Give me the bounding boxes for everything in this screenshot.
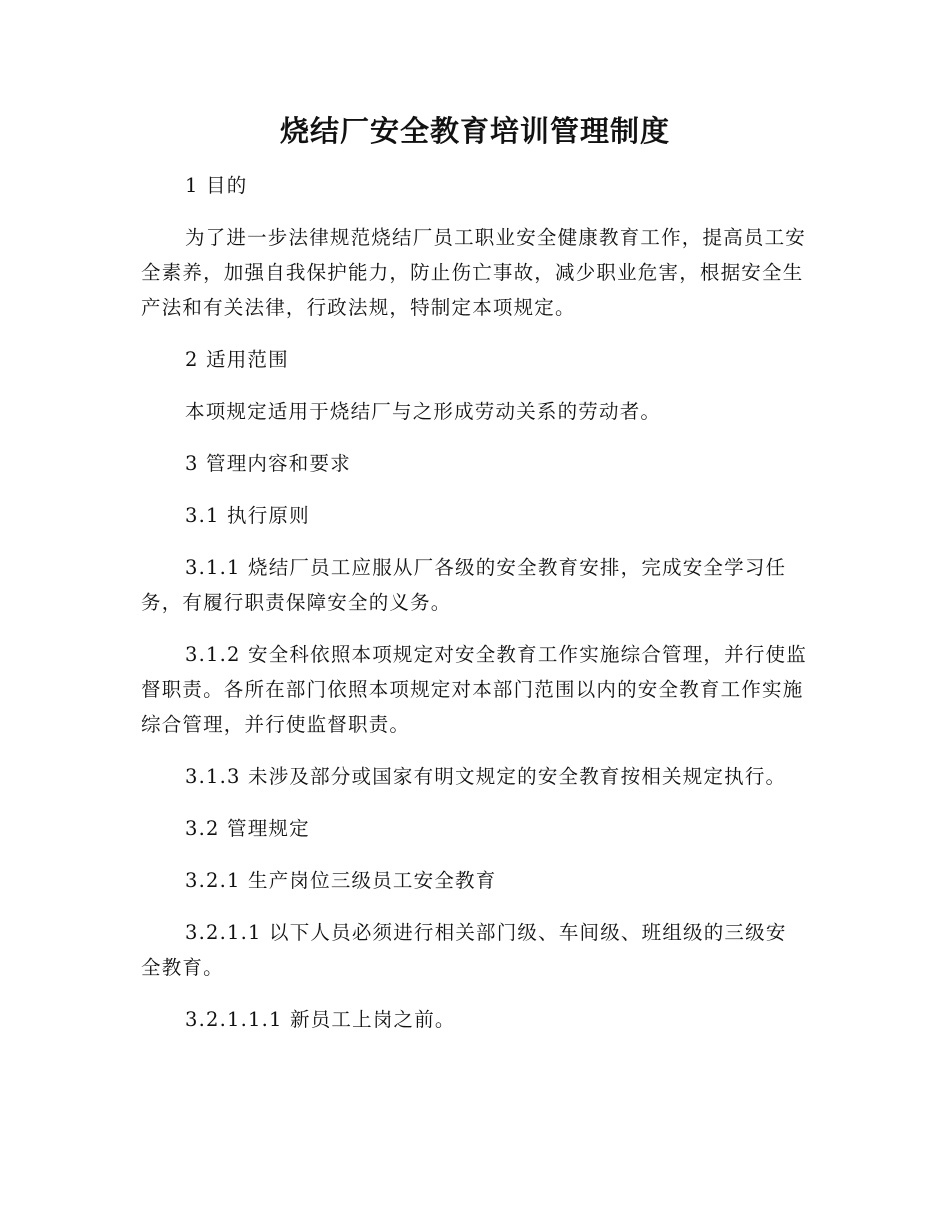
clause-3-1-1: 3.1.1 烧结厂员工应服从厂各级的安全教育安排，完成安全学习任务，有履行职责保障安全的义务。 (141, 556, 787, 614)
subsection-heading-principles: 3.1 执行原则 (185, 504, 310, 527)
section-heading-scope: 2 适用范围 (185, 348, 289, 371)
clause-3-2-1-1: 3.2.1.1 以下人员必须进行相关部门级、车间级、班组级的三级安全教育。 (141, 921, 787, 979)
document-title: 烧结厂安全教育培训管理制度 (279, 114, 670, 148)
section-heading-management: 3 管理内容和要求 (185, 452, 351, 475)
paragraph-scope: 本项规定适用于烧结厂与之形成劳动关系的劳动者。 (185, 400, 662, 423)
paragraph-purpose: 为了进一步法律规范烧结厂员工职业安全健康教育工作，提高员工安全素养，加强自我保护能力，防止伤亡事故，减少职业危害，根据安全生产法和有关法律，行政法规，特制定本项规定。 (141, 226, 807, 319)
section-heading-purpose: 1 目的 (185, 174, 248, 197)
document-body (141, 168, 807, 1054)
subsection-heading-rules: 3.2 管理规定 (185, 817, 310, 840)
clause-3-2-1-1-1: 3.2.1.1.1 新员工上岗之前。 (185, 1008, 456, 1031)
clause-3-2-1: 3.2.1 生产岗位三级员工安全教育 (185, 869, 497, 892)
clause-3-1-3: 3.1.3 未涉及部分或国家有明文规定的安全教育按相关规定执行。 (185, 765, 787, 788)
clause-3-1-2: 3.1.2 安全科依照本项规定对安全教育工作实施综合管理，并行使监督职责。各所在部门依照本项规定对本部门范围以内的安全教育工作实施综合管理，并行使监督职责。 (141, 643, 807, 736)
